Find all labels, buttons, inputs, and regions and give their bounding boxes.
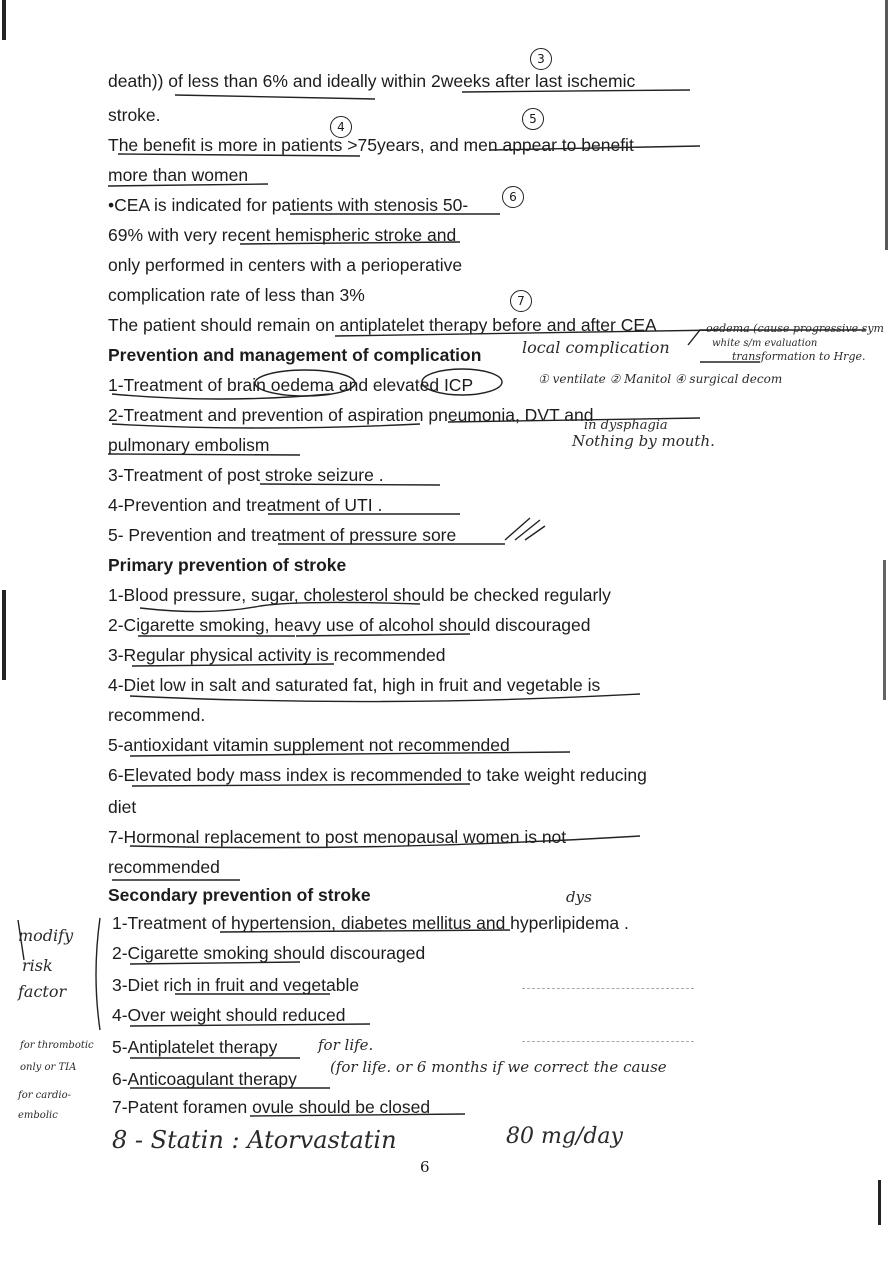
circled-number: 7 <box>510 290 532 312</box>
circled-number: 4 <box>330 116 352 138</box>
text-line: complication rate of less than 3% <box>108 285 365 305</box>
handwritten-note: Nothing by mouth. <box>572 432 715 450</box>
page-number: 6 <box>420 1158 430 1176</box>
text-line: pulmonary embolism <box>108 435 270 455</box>
text-line: death)) of less than 6% and ideally within 2weeks after last ischemic <box>108 71 636 91</box>
handwritten-note: for cardio- <box>18 1090 72 1101</box>
scan-edge-mark <box>878 1180 881 1225</box>
text-line: 4-Diet low in salt and saturated fat, high in fruit and vegetable is <box>108 675 601 695</box>
text-line: 3-Diet rich in fruit and vegetable <box>112 975 360 995</box>
circled-number: 6 <box>502 186 524 208</box>
text-line: stroke. <box>108 105 161 125</box>
handwritten-note: ① ventilate ② Manitol ④ surgical decom <box>538 372 783 386</box>
handwritten-note: local complication <box>522 338 670 357</box>
text-line: 5-antioxidant vitamin supplement not recommended <box>108 735 510 755</box>
text-line: 4-Over weight should reduced <box>112 1005 346 1025</box>
text-line: 2-Cigarette smoking should discouraged <box>112 943 426 963</box>
handwritten-note: 8 - Statin : Atorvastatin <box>112 1126 397 1154</box>
text-line: •CEA is indicated for patients with stenosis 50- <box>108 195 469 215</box>
text-line: 5- Prevention and treatment of pressure sore <box>108 525 457 545</box>
text-line: more than women <box>108 165 249 185</box>
handwritten-note: for thrombotic <box>20 1040 94 1051</box>
scan-edge-mark <box>885 0 888 250</box>
scan-edge-mark <box>2 0 6 40</box>
text-line: The benefit is more in patients >75years, and men appear to benefit <box>108 135 634 155</box>
text-line: 6-Anticoagulant therapy <box>112 1069 297 1089</box>
scan-edge-mark <box>2 590 6 680</box>
handwritten-note: in dysphagia <box>584 418 668 433</box>
handwritten-note: oedema (cause progressive sym <box>706 322 884 335</box>
text-line: 7-Hormonal replacement to post menopausal women is not <box>108 827 567 847</box>
text-line: recommend. <box>108 705 206 725</box>
text-line: recommended <box>108 857 220 877</box>
text-line: 4-Prevention and treatment of UTI . <box>108 495 383 515</box>
handwritten-note: embolic <box>18 1110 58 1121</box>
handwritten-note: transformation to Hrge. <box>732 350 866 363</box>
text-line: 3-Regular physical activity is recommended <box>108 645 446 665</box>
section-heading: Prevention and management of complication <box>108 345 482 365</box>
handwritten-note: factor <box>18 982 67 1001</box>
text-line: 7-Patent foramen ovule should be closed <box>112 1097 431 1117</box>
text-line: diet <box>108 797 137 817</box>
circled-number: 5 <box>522 108 544 130</box>
circled-number: 3 <box>530 48 552 70</box>
section-heading: Secondary prevention of stroke <box>108 885 371 905</box>
handwritten-note: white s/m evaluation <box>712 338 818 349</box>
handwritten-note: for life. <box>318 1036 374 1054</box>
text-line: 69% with very recent hemispheric stroke and <box>108 225 457 245</box>
handwritten-note: 80 mg/day <box>506 1124 623 1149</box>
section-heading: Primary prevention of stroke <box>108 555 347 575</box>
handwritten-note: only or TIA <box>20 1062 77 1073</box>
text-line: 5-Antiplatelet therapy <box>112 1037 278 1057</box>
text-line: 1-Blood pressure, sugar, cholesterol should be checked regularly <box>108 585 611 605</box>
text-line: 2-Treatment and prevention of aspiration pneumonia, DVT and <box>108 405 594 425</box>
text-line: 1-Treatment of hypertension, diabetes mellitus and hyperlipidema . <box>112 913 629 933</box>
handwritten-note: modify <box>18 926 74 945</box>
handwritten-note: dys <box>566 888 592 906</box>
handwritten-note: (for life. or 6 months if we correct the cause <box>330 1058 667 1076</box>
text-line: 6-Elevated body mass index is recommended to take weight reducing <box>108 765 647 785</box>
text-line: 3-Treatment of post stroke seizure . <box>108 465 384 485</box>
scan-edge-mark <box>883 560 886 700</box>
handwritten-note: risk <box>22 956 53 975</box>
text-line: only performed in centers with a perioperative <box>108 255 463 275</box>
stamp-scribble <box>522 988 694 1042</box>
text-line: 1-Treatment of brain oedema and elevated ICP <box>108 375 474 395</box>
text-line: The patient should remain on antiplatelet therapy before and after CEA <box>108 315 657 335</box>
text-line: 2-Cigarette smoking, heavy use of alcohol should discouraged <box>108 615 591 635</box>
